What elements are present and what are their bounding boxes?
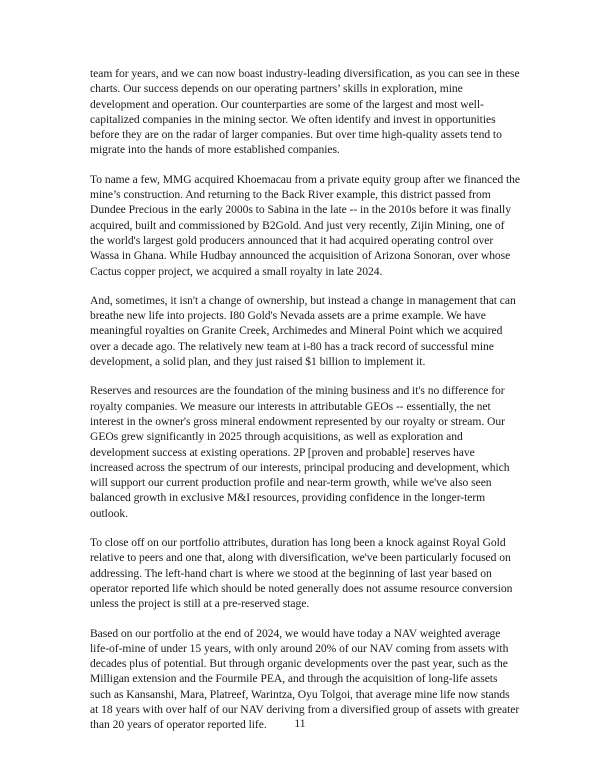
paragraph-management-change: And, sometimes, it isn't a change of ownership, but instead a change in management that can breathe new life into projects. I80 Gold's Nevada assets are a prime example. We have meaningful royalties on Granite Creek, Archimedes and Mineral Point which we acquired over a decade ago. The relatively new team at i-80 has a track record of successful mine development, a solid plan, and they just raised $1 billion to implement it. bbox=[90, 293, 516, 369]
document-body bbox=[90, 66, 520, 747]
paragraph-reserves-resources: Reserves and resources are the foundation of the mining business and it's no difference for royalty companies. We measure our interests in attributable GEOs -- essentially, the net interest in the owner's gross mineral endowment represented by our royalty or stream. Our GEOs grew significantly in 2025 through acquisitions, as well as exploration and development success at existing operations. 2P [proven and probable] reserves have increased across the spectrum of our interests, principal producing and development, which will support our current production profile and near-term growth, while we've also seen balanced growth in exclusive M&I resources, providing confidence in the longer-term outlook. bbox=[90, 384, 510, 520]
paragraph-mine-life: Based on our portfolio at the end of 2024, we would have today a NAV weighted average life-of-mine of under 15 years, with only around 20% of our NAV coming from assets with decades plus of potential. But through organic developments over the past year, such as the Milligan extension and the Fourmile PEA, and through the acquisition of long-life assets such as Kansanshi, Mara, Platreef, Warintza, Oyu Tolgoi, that average mine life now stands at 18 years with over half of our NAV deriving from a diversified group of assets with greater than 20 years of operator reported life. bbox=[90, 626, 520, 732]
page-number: 11 bbox=[294, 717, 306, 730]
paragraph-ownership-examples: To name a few, MMG acquired Khoemacau from a private equity group after we financed the mine’s construction. And returning to the Back River example, this district passed from Dundee Precious in the early 2000s to Sabina in the late -- in the 2010s before it was finally acquired, built and commissioned by B2Gold. And just very recently, Zijin Mining, one of the world's largest gold producers announced that it had acquired operating control over Wassa in Ghana. While Hudbay announced the acquisition of Arizona Sonoran, over whose Cactus copper project, we acquired a small royalty in late 2024. bbox=[90, 172, 520, 278]
paragraph-duration: To close off on our portfolio attributes, duration has long been a knock against Royal Gold relative to peers and one that, along with diversification, we've been particularly focused on addressing. The left-hand chart is where we stood at the beginning of last year based on operator reported life which should be noted generally does not assume resource conversion unless the project is still at a pre-reserved stage. bbox=[90, 536, 513, 611]
paragraph-diversification: team for years, and we can now boast industry-leading diversification, as you can see in these charts. Our success depends on our operating partners’ skills in exploration, mine development and operation. Our counterparties are some of the largest and most well-capitalized companies in the mining sector. We often identify and invest in opportunities before they are on the radar of larger companies. But over time high-quality assets tend to migrate into the hands of more established companies. bbox=[90, 67, 520, 157]
